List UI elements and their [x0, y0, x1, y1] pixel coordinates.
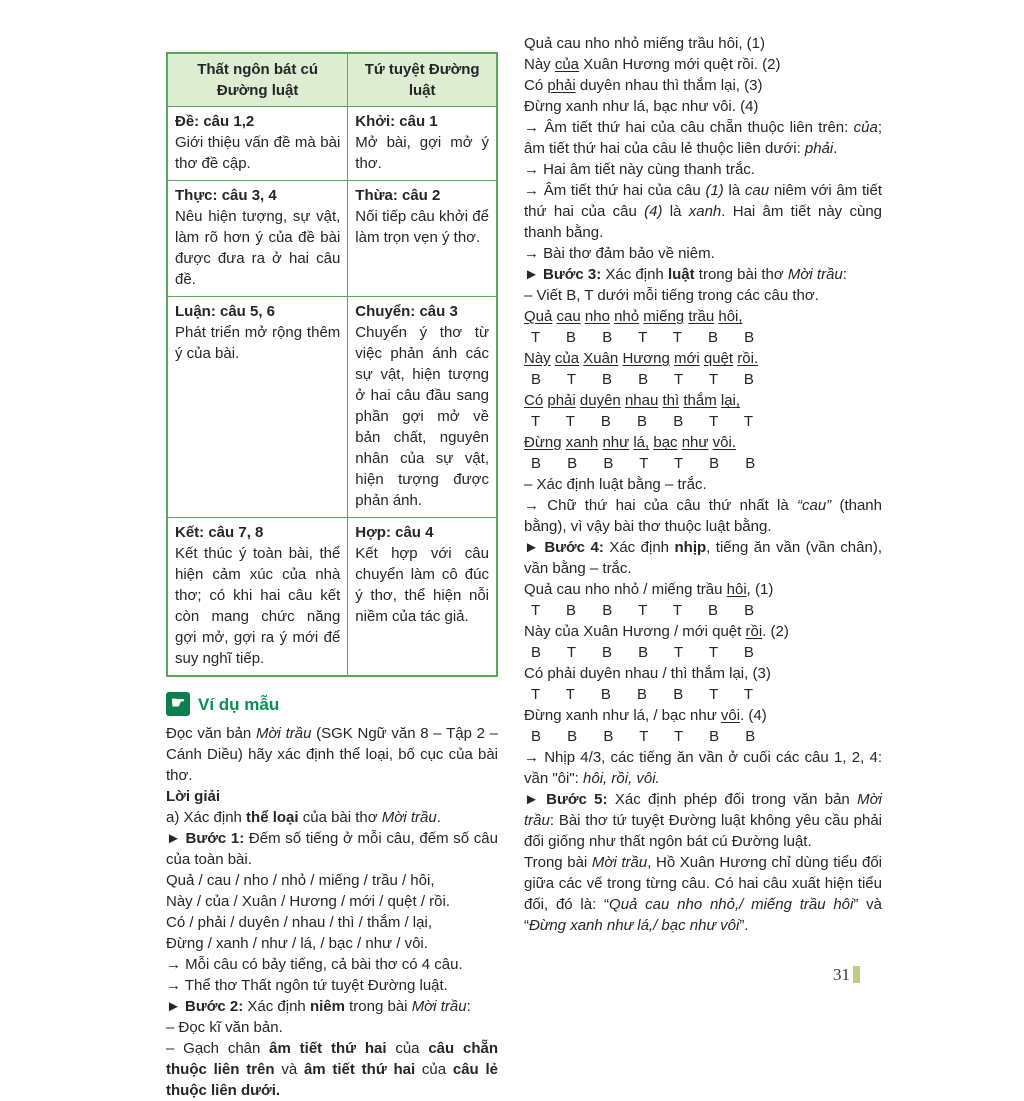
text-line: Quả cau nho nhỏ / miếng trầu hôi, (1): [524, 581, 774, 598]
text-line: ► Bước 4: Xác định nhịp, tiếng ăn vần (vần chân), vần bằng – trắc.: [524, 539, 882, 577]
text-line: – Gạch chân âm tiết thứ hai của câu chẵn thuộc liên trên và âm tiết thứ hai của câu lẻ thuộc liên dưới.: [166, 1040, 499, 1099]
text-line: – Viết B, T dưới mỗi tiếng trong các câu thơ.: [524, 287, 819, 304]
table-cell: [167, 518, 348, 677]
cell-title: Kết: câu 7, 8: [175, 524, 264, 541]
text-line: Này của Xuân Hương mới quệt rồi. (2): [524, 56, 781, 73]
text-line: → Thể thơ Thất ngôn tứ tuyệt Đường luật.: [166, 977, 448, 994]
table-row: [167, 181, 497, 297]
text-line: Đừng / xanh / như / lá, / bạc / như / vôi.: [166, 935, 428, 952]
text-line: T B B T T B B: [531, 329, 755, 346]
poem-structure-table: [166, 52, 498, 677]
table-cell: [348, 518, 497, 677]
cell-body: Nối tiếp câu khởi để làm trọn vẹn ý thơ.: [355, 208, 489, 246]
table-cell: [348, 107, 497, 181]
text-line: ► Bước 1: Đếm số tiếng ở mỗi câu, đếm số câu của toàn bài.: [166, 830, 498, 868]
text-line: Quả cau nho nhỏ miếng trầu hôi, (1): [524, 35, 765, 52]
text-line: Đừng xanh như lá, / bạc như vôi. (4): [524, 707, 767, 724]
text-line: → Mỗi câu có bảy tiếng, cả bài thơ có 4 câu.: [166, 956, 463, 973]
text-line: T T B B B T T: [531, 413, 754, 430]
cell-body: Kết thúc ý toàn bài, thể hiện cảm xúc của nhà thơ; có khi hai câu kết còn mang chức năng gợi mở, gợi ra ý mới để suy nghĩ tiếp.: [175, 545, 341, 667]
text-line: T B B T T B B: [531, 602, 755, 619]
cell-body: Chuyển ý thơ từ việc phản ánh các sự vật, hiện tượng ở hai câu đầu sang phần gợi mở về bản chất, nguyên nhân của sự vật, hiện tượng được phản ánh.: [355, 324, 489, 509]
text-line: ► Bước 2: Xác định niêm trong bài Mời trầu:: [166, 998, 471, 1015]
cell-body: Mở bài, gợi mở ý thơ.: [355, 134, 489, 172]
table-header-cell: Thất ngôn bát cú Đường luật: [167, 53, 348, 107]
text-line: → Âm tiết thứ hai của câu (1) là cau niêm với âm tiết thứ hai của câu (4) là xanh. Hai âm tiết này cùng thanh bằng.: [524, 182, 883, 241]
cell-title: Chuyển: câu 3: [355, 303, 458, 320]
text-line: → Bài thơ đảm bảo về niêm.: [524, 245, 715, 262]
table-cell: [348, 297, 497, 518]
text-line: Đừng xanh như lá, bạc như vôi. (4): [524, 98, 759, 115]
text-line: – Đọc kĩ văn bản.: [166, 1019, 283, 1036]
page-number-bar: [853, 966, 860, 983]
text-line: → Chữ thứ hai của câu thứ nhất là “cau” (thanh bằng), vì vậy bài thơ thuộc luật bằng.: [524, 497, 882, 535]
text-line: Có phải duyên nhau thì thắm lại, (3): [524, 77, 763, 94]
text-line: Này của Xuân Hương / mới quệt rồi. (2): [524, 623, 789, 640]
text-line: Đừng xanh như lá, bạc như vôi.: [524, 434, 736, 451]
table-header-row: [167, 53, 497, 107]
text-line: Có phải duyên nhau / thì thắm lại, (3): [524, 665, 771, 682]
text-line: Lời giải: [166, 788, 221, 805]
text-line: ► Bước 3: Xác định luật trong bài thơ Mời trầu:: [524, 266, 847, 283]
page-number-value: 31: [833, 965, 850, 984]
cell-title: Luận: câu 5, 6: [175, 303, 276, 320]
text-line: → Âm tiết thứ hai của câu chẵn thuộc liên trên: của; âm tiết thứ hai của câu lẻ thuộc liên dưới: phải.: [524, 119, 882, 157]
example-heading-label: Ví dụ mẫu: [198, 694, 280, 714]
text-line: T T B B B T T: [531, 686, 754, 703]
left-text-flow: [166, 723, 498, 1101]
right-column: [524, 33, 882, 936]
text-line: Đọc văn bản Mời trầu (SGK Ngữ văn 8 – Tập 2 – Cánh Diều) hãy xác định thể loại, bố cục của bài thơ.: [166, 725, 498, 784]
pointing-hand-icon: ☛: [166, 692, 190, 716]
page-number: [833, 964, 860, 985]
text-line: Quả cau nho nhỏ miếng trầu hôi,: [524, 308, 743, 325]
table-row: [167, 297, 497, 518]
table-header-cell: Tứ tuyệt Đường luật: [348, 53, 497, 107]
cell-body: Phát triển mở rộng thêm ý của bài.: [175, 324, 341, 362]
text-line: Này của Xuân Hương mới quệt rồi.: [524, 350, 759, 367]
text-line: B B B T T B B: [531, 455, 756, 472]
table-row: [167, 107, 497, 181]
text-line: Có phải duyên nhau thì thắm lại,: [524, 392, 741, 409]
cell-title: Đề: câu 1,2: [175, 113, 255, 130]
text-line: – Xác định luật bằng – trắc.: [524, 476, 707, 493]
text-line: B T B B T T B: [531, 644, 754, 661]
cell-body: Kết hợp với câu chuyển làm cô đúc ý thơ, thể hiện nỗi niềm của tác giả.: [355, 545, 489, 625]
text-line: Trong bài Mời trầu, Hồ Xuân Hương chỉ dùng tiểu đối giữa các vế trong từng câu. Có hai câu xuất hiện tiểu đối, đó là: “Quả cau nho nhỏ,/ miếng trầu hôi” và “Đừng xanh như lá,/ bạc như vôi”.: [524, 854, 883, 934]
example-section-heading: [166, 692, 498, 716]
text-line: a) Xác định thể loại của bài thơ Mời trầu.: [166, 809, 441, 826]
text-line: → Hai âm tiết này cùng thanh trắc.: [524, 161, 755, 178]
text-line: B T B B T T B: [531, 371, 754, 388]
table-cell: [167, 297, 348, 518]
text-line: Quả / cau / nho / nhỏ / miếng / trầu / hôi,: [166, 872, 435, 889]
text-line: B B B T T B B: [531, 728, 756, 745]
left-column: [166, 52, 498, 1101]
text-line: Này / của / Xuân / Hương / mới / quệt / rồi.: [166, 893, 450, 910]
cell-body: Nêu hiện tượng, sự vật, làm rõ hơn ý của đề bài được đưa ra ở hai câu đề.: [175, 208, 341, 288]
cell-body: Giới thiệu vấn đề mà bài thơ đề cập.: [175, 134, 341, 172]
text-line: → Nhịp 4/3, các tiếng ăn vần ở cuối các câu 1, 2, 4: vần "ôi": hôi, rồi, vôi.: [524, 749, 882, 787]
text-line: ► Bước 5: Xác định phép đối trong văn bản Mời trầu: Bài thơ tứ tuyệt Đường luật không yêu cầu phải đối giống như thất ngôn bát cú Đường luật.: [524, 791, 882, 850]
table-row: [167, 518, 497, 677]
cell-title: Thực: câu 3, 4: [175, 187, 277, 204]
table-cell: [348, 181, 497, 297]
table-cell: [167, 181, 348, 297]
cell-title: Khởi: câu 1: [355, 113, 438, 130]
table-cell: [167, 107, 348, 181]
cell-title: Thừa: câu 2: [355, 187, 441, 204]
cell-title: Hợp: câu 4: [355, 524, 434, 541]
text-line: Có / phải / duyên / nhau / thì / thắm / lại,: [166, 914, 432, 931]
right-text-flow: [524, 33, 882, 936]
